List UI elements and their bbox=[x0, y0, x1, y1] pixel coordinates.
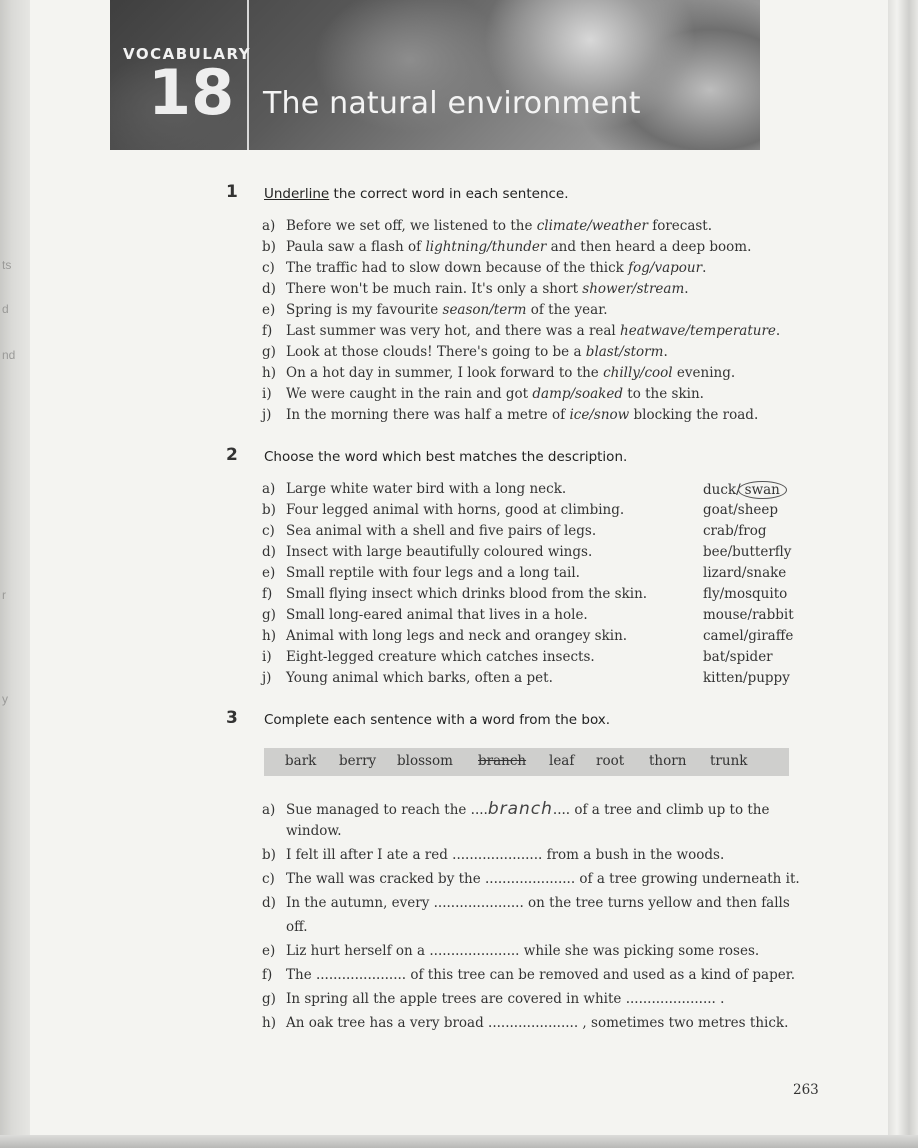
item-letter: c) bbox=[262, 260, 275, 276]
box-word: blossom bbox=[397, 753, 453, 769]
box-word: berry bbox=[339, 753, 377, 769]
answer-options bbox=[703, 649, 773, 665]
sentence-end: forecast. bbox=[647, 218, 713, 234]
box-word-crossed: branch bbox=[478, 753, 527, 769]
sentence-end: .... of a tree and climb up to the bbox=[552, 802, 770, 818]
sentence-end: to the skin. bbox=[622, 386, 704, 402]
item-letter: f) bbox=[262, 967, 273, 983]
sentence-end: . bbox=[684, 281, 689, 297]
description-item bbox=[262, 586, 647, 602]
sentence-start: Paula saw a flash of bbox=[286, 239, 426, 255]
description-item bbox=[262, 544, 592, 560]
item-letter: i) bbox=[262, 386, 272, 402]
sentence-item bbox=[262, 344, 668, 360]
unit-title: The natural environment bbox=[263, 86, 641, 121]
description-text: Small long-eared animal that lives in a hole. bbox=[286, 607, 588, 623]
gap-fill-item bbox=[262, 943, 759, 959]
margin-fragment: nd bbox=[2, 348, 16, 362]
gap-fill-item bbox=[262, 871, 800, 887]
sentence-text: In the autumn, every ..................... on the tree turns yellow and then falls bbox=[286, 895, 790, 911]
sentence-start: In the morning there was half a metre of bbox=[286, 407, 570, 423]
margin-fragment: y bbox=[2, 692, 8, 706]
banner-divider bbox=[247, 0, 249, 150]
gap-fill-item bbox=[262, 799, 769, 819]
unit-number: 18 bbox=[148, 56, 235, 129]
item-letter: h) bbox=[262, 628, 276, 644]
box-word: bark bbox=[285, 753, 317, 769]
sentence-item bbox=[262, 281, 689, 297]
section-label: VOCABULARY bbox=[123, 45, 252, 63]
sentence-text: In spring all the apple trees are covered in white ..................... . bbox=[286, 991, 725, 1007]
item-letter: e) bbox=[262, 302, 276, 318]
description-text: Small flying insect which drinks blood from the skin. bbox=[286, 586, 648, 602]
word-choice: ice/snow bbox=[569, 407, 630, 423]
description-item bbox=[262, 607, 588, 623]
exercise-2-heading: Choose the word which best matches the description. bbox=[264, 449, 628, 465]
gap-fill-item bbox=[262, 1015, 788, 1031]
heading-text: the correct word in each sentence. bbox=[329, 186, 569, 202]
margin-fragment: d bbox=[2, 302, 9, 316]
description-text: Animal with long legs and neck and orangey skin. bbox=[286, 628, 628, 644]
item-letter: j) bbox=[262, 670, 272, 686]
description-item bbox=[262, 649, 595, 665]
sentence-text: The wall was cracked by the ..................... of a tree growing underneath it. bbox=[286, 871, 800, 887]
description-text: Large white water bird with a long neck. bbox=[286, 481, 567, 497]
sentence-start: Sue managed to reach the .... bbox=[286, 802, 488, 818]
item-letter: g) bbox=[262, 607, 276, 623]
description-item bbox=[262, 502, 624, 518]
item-letter: c) bbox=[262, 523, 275, 539]
exercise-1-number: 1 bbox=[226, 182, 238, 202]
answer-option: fly/mosquito bbox=[703, 586, 788, 602]
item-letter: a) bbox=[262, 802, 276, 818]
box-word: thorn bbox=[649, 753, 687, 769]
item-letter: e) bbox=[262, 943, 276, 959]
sentence-item bbox=[262, 365, 735, 381]
word-choice: shower/stream bbox=[582, 281, 685, 297]
item-letter: h) bbox=[262, 365, 276, 381]
description-item bbox=[262, 628, 627, 644]
margin-fragment: r bbox=[2, 588, 6, 602]
description-item bbox=[262, 670, 553, 686]
sentence-text: An oak tree has a very broad ..................... , sometimes two metres thick. bbox=[286, 1015, 789, 1031]
gap-fill-item bbox=[262, 847, 724, 863]
description-item bbox=[262, 565, 580, 581]
answer-option: bat/spider bbox=[703, 649, 773, 665]
sentence-end: . bbox=[702, 260, 707, 276]
item-letter: g) bbox=[262, 344, 276, 360]
unit-banner bbox=[110, 0, 760, 150]
item-letter: g) bbox=[262, 991, 276, 1007]
gap-fill-continuation: window. bbox=[286, 823, 342, 839]
word-choice: fog/vapour bbox=[628, 260, 703, 276]
word-choice: heatwave/temperature bbox=[620, 323, 776, 339]
sentence-start: There won't be much rain. It's only a short bbox=[286, 281, 583, 297]
answer-options bbox=[703, 502, 778, 518]
sentence-start: The traffic had to slow down because of the thick bbox=[286, 260, 629, 276]
item-letter: b) bbox=[262, 847, 276, 863]
sentence-start: On a hot day in summer, I look forward to the bbox=[286, 365, 604, 381]
sentence-start: We were caught in the rain and got bbox=[286, 386, 533, 402]
word-choice: blast/storm bbox=[585, 344, 664, 360]
item-letter: h) bbox=[262, 1015, 276, 1031]
answer-options bbox=[703, 586, 787, 602]
page-number: 263 bbox=[793, 1082, 819, 1098]
answer-options bbox=[703, 607, 794, 623]
book-binding-edge bbox=[0, 0, 30, 1148]
item-letter: b) bbox=[262, 239, 276, 255]
item-letter: e) bbox=[262, 565, 276, 581]
sentence-end: . bbox=[663, 344, 668, 360]
answer-options bbox=[703, 565, 786, 581]
item-letter: j) bbox=[262, 407, 272, 423]
box-word: trunk bbox=[710, 753, 748, 769]
item-letter: f) bbox=[262, 323, 273, 339]
answer-options bbox=[703, 523, 766, 539]
answer-option: bee/butterfly bbox=[703, 544, 792, 560]
sentence-item bbox=[262, 386, 704, 402]
gap-fill-item bbox=[262, 895, 790, 911]
sentence-end: . bbox=[775, 323, 781, 339]
exercise-2-number: 2 bbox=[226, 445, 238, 465]
sentence-end: evening. bbox=[672, 365, 736, 381]
gap-fill-continuation: off. bbox=[286, 919, 308, 935]
description-text: Eight-legged creature which catches insects. bbox=[286, 649, 595, 665]
sentence-item bbox=[262, 407, 758, 423]
sentence-start: Look at those clouds! There's going to be a bbox=[286, 344, 586, 360]
item-letter: f) bbox=[262, 586, 273, 602]
sentence-end: and then heard a deep boom. bbox=[546, 239, 752, 255]
answer-options bbox=[703, 481, 787, 499]
sentence-start: Last summer was very hot, and there was a real bbox=[286, 323, 621, 339]
sentence-end: of the year. bbox=[526, 302, 608, 318]
answer-option: camel/giraffe bbox=[703, 628, 794, 644]
item-letter: i) bbox=[262, 649, 272, 665]
sentence-item bbox=[262, 323, 780, 339]
sentence-item bbox=[262, 302, 608, 318]
description-text: Insect with large beautifully coloured wings. bbox=[286, 544, 593, 560]
exercise-3-number: 3 bbox=[226, 708, 238, 728]
answer-options bbox=[703, 628, 793, 644]
answer-options bbox=[703, 544, 791, 560]
sentence-text: The ..................... of this tree can be removed and used as a kind of paper. bbox=[286, 967, 795, 983]
gap-fill-item bbox=[262, 967, 795, 983]
answer-option: mouse/rabbit bbox=[703, 607, 794, 623]
word-choice: lightning/thunder bbox=[425, 239, 547, 255]
heading-underline-word: Underline bbox=[264, 186, 330, 202]
item-letter: d) bbox=[262, 544, 276, 560]
description-item bbox=[262, 481, 566, 497]
circled-answer: swan bbox=[738, 481, 787, 499]
sentence-text: I felt ill after I ate a red ..................... from a bush in the woods. bbox=[286, 847, 725, 863]
sentence-item bbox=[262, 260, 706, 276]
sentence-text: Liz hurt herself on a ..................... while she was picking some roses. bbox=[286, 943, 760, 959]
item-letter: a) bbox=[262, 218, 276, 234]
item-letter: c) bbox=[262, 871, 275, 887]
scan-bottom-shadow bbox=[0, 1135, 918, 1148]
description-text: Sea animal with a shell and five pairs of legs. bbox=[286, 523, 597, 539]
gap-fill-item bbox=[262, 991, 724, 1007]
description-item bbox=[262, 523, 596, 539]
item-letter: a) bbox=[262, 481, 276, 497]
word-choice: season/term bbox=[442, 302, 527, 318]
word-choice: chilly/cool bbox=[603, 365, 673, 381]
sentence-start: Before we set off, we listened to the bbox=[286, 218, 537, 234]
answer-options bbox=[703, 670, 790, 686]
description-text: Small reptile with four legs and a long tail. bbox=[286, 565, 580, 581]
answer-option: goat/sheep bbox=[703, 502, 779, 518]
handwritten-answer: branch bbox=[487, 799, 553, 819]
answer-option: kitten/puppy bbox=[703, 670, 790, 686]
sentence-item bbox=[262, 239, 751, 255]
item-letter: b) bbox=[262, 502, 276, 518]
sentence-end: blocking the road. bbox=[629, 407, 759, 423]
sentence-item bbox=[262, 218, 712, 234]
description-text: Four legged animal with horns, good at climbing. bbox=[286, 502, 625, 518]
answer-option: crab/frog bbox=[703, 523, 767, 539]
word-box bbox=[264, 748, 789, 776]
exercise-3-heading: Complete each sentence with a word from the box. bbox=[264, 712, 611, 728]
item-letter: d) bbox=[262, 281, 276, 297]
description-text: Young animal which barks, often a pet. bbox=[286, 670, 553, 686]
box-word: root bbox=[596, 753, 625, 769]
answer-option: duck/ bbox=[703, 482, 741, 498]
item-letter: d) bbox=[262, 895, 276, 911]
word-choice: damp/soaked bbox=[532, 386, 623, 402]
page-right-edge bbox=[888, 0, 918, 1148]
margin-fragment: ts bbox=[2, 258, 12, 272]
answer-option: lizard/snake bbox=[703, 565, 787, 581]
word-choice: climate/weather bbox=[536, 218, 648, 234]
exercise-1-heading bbox=[264, 186, 569, 202]
box-word: leaf bbox=[549, 753, 575, 769]
sentence-start: Spring is my favourite bbox=[286, 302, 443, 318]
